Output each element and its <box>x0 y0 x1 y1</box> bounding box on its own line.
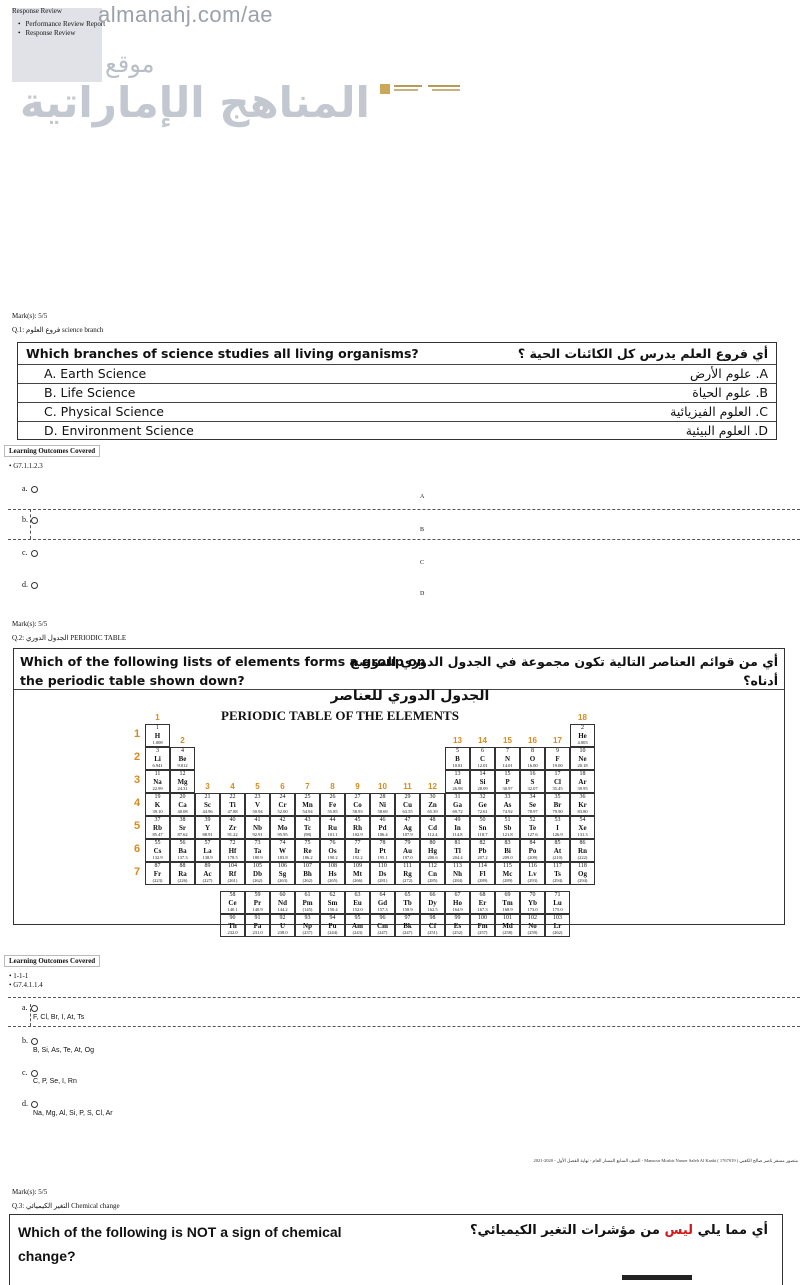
divider <box>8 539 800 540</box>
q3-negation-word: ليس <box>664 1223 694 1238</box>
element-mt: 109 Mt (266) <box>345 862 370 885</box>
element-bk: 97 Bk (247) <box>395 914 420 937</box>
element-po: 84 Po (209) <box>520 839 545 862</box>
q1-marks: Mark(s): 5/5 <box>12 312 48 320</box>
period-label-2: 2 <box>134 751 141 763</box>
element-sn: 50 Sn 118.7 <box>470 816 495 839</box>
element-np: 93 Np (237) <box>295 914 320 937</box>
group-label-12: 12 <box>428 782 437 791</box>
element-db: 105 Db (262) <box>245 862 270 885</box>
element-ds: 110 Ds (281) <box>370 862 395 885</box>
element-ru: 44 Ru 101.1 <box>320 816 345 839</box>
periodic-table-title-en: PERIODIC TABLE OF THE ELEMENTS <box>221 708 459 723</box>
element-dy: 66 Dy 162.5 <box>420 891 445 914</box>
element-ta: 73 Ta 180.9 <box>245 839 270 862</box>
q1-choice-a: A. Earth Science A. علوم الأرض <box>44 366 768 381</box>
element-o: 8 O 16.00 <box>520 747 545 770</box>
element-bh: 107 Bh (262) <box>295 862 320 885</box>
divider <box>8 509 800 510</box>
element-c: 6 C 12.01 <box>470 747 495 770</box>
element-mo: 42 Mo 95.95 <box>270 816 295 839</box>
q3-marks: Mark(s): 5/5 <box>12 1188 48 1196</box>
page-heading: Response Review <box>12 7 62 15</box>
element-lu: 71 Lu 175.0 <box>545 891 570 914</box>
radio-icon[interactable] <box>31 550 38 557</box>
element-h: 1 H 1.008 <box>145 724 170 747</box>
divider <box>8 997 800 998</box>
watermark-url: almanahj.com/ae <box>98 2 274 27</box>
element-pr: 59 Pr 140.9 <box>245 891 270 914</box>
q1-choice-c: C. Physical Science C. العلوم الفيزيائية <box>44 404 768 419</box>
element-ne: 10 Ne 20.18 <box>570 747 595 770</box>
element-ba: 56 Ba 137.3 <box>170 839 195 862</box>
element-eu: 63 Eu 152.0 <box>345 891 370 914</box>
element-br: 35 Br 79.90 <box>545 793 570 816</box>
element-yb: 70 Yb 173.0 <box>520 891 545 914</box>
q2-question-en: Which of the following lists of elements forms a group on the periodic table shown down? <box>20 654 426 688</box>
q3-question-en: Which of the following is NOT a sign of chemical change? <box>18 1224 342 1264</box>
element-rg: 111 Rg (272) <box>395 862 420 885</box>
element-pu: 94 Pu (244) <box>320 914 345 937</box>
period-label-1: 1 <box>134 728 141 740</box>
radio-icon[interactable] <box>31 1101 38 1108</box>
element-cu: 29 Cu 63.55 <box>395 793 420 816</box>
element-lv: 116 Lv (293) <box>520 862 545 885</box>
image-fragment <box>622 1275 692 1280</box>
element-rb: 37 Rb 85.47 <box>145 816 170 839</box>
q1-option-b[interactable]: b. <box>22 515 38 524</box>
element-zn: 30 Zn 65.39 <box>420 793 445 816</box>
q2-lo-item-2: • G7.4.1.1.4 <box>9 981 43 989</box>
link-performance-report[interactable]: • Performance Review Report <box>18 20 105 29</box>
page-footer: الصف السابع المسار العام - نهاية الفصل الأول - 2020-2021 - Mansour Mosbir Nasser Saleh Al Kaabi ( 1767019 ) منصور مسفر ناصر صالح الكعبي <box>533 1158 798 1163</box>
element-rf: 104 Rf (261) <box>220 862 245 885</box>
radio-icon[interactable] <box>31 1038 38 1045</box>
element-ti: 22 Ti 47.88 <box>220 793 245 816</box>
element-fm: 100 Fm (257) <box>470 914 495 937</box>
q1-learning-outcomes-title: Learning Outcomes Covered <box>4 445 100 457</box>
element-tc: 43 Tc (98) <box>295 816 320 839</box>
q2-option-b[interactable]: b. <box>22 1036 38 1045</box>
element-xe: 54 Xe 131.3 <box>570 816 595 839</box>
group-label-16: 16 <box>528 736 537 745</box>
group-label-14: 14 <box>478 736 487 745</box>
q2-option-d-value: Na, Mg, Al, Si, P, S, Cl, Ar <box>33 1110 113 1117</box>
group-label-18: 18 <box>578 713 587 722</box>
group-label-15: 15 <box>503 736 512 745</box>
group-label-2: 2 <box>180 736 185 745</box>
element-s: 16 S 32.07 <box>520 770 545 793</box>
group-label-3: 3 <box>205 782 210 791</box>
group-label-1: 1 <box>155 713 160 722</box>
q2-option-b-value: B, Si, As, Te, At, Og <box>33 1047 94 1054</box>
header-links <box>18 20 105 38</box>
element-ce: 58 Ce 140.1 <box>220 891 245 914</box>
element-n: 7 N 14.01 <box>495 747 520 770</box>
element-kr: 36 Kr 83.80 <box>570 793 595 816</box>
element-tb: 65 Tb 158.9 <box>395 891 420 914</box>
element-os: 76 Os 190.2 <box>320 839 345 862</box>
element-p: 15 P 30.97 <box>495 770 520 793</box>
element-si: 14 Si 28.09 <box>470 770 495 793</box>
element-rh: 45 Rh 102.9 <box>345 816 370 839</box>
radio-icon[interactable] <box>31 1070 38 1077</box>
element-te: 52 Te 127.6 <box>520 816 545 839</box>
element-ts: 117 Ts (294) <box>545 862 570 885</box>
element-na: 11 Na 22.99 <box>145 770 170 793</box>
radio-icon[interactable] <box>31 486 38 493</box>
radio-icon[interactable] <box>31 517 38 524</box>
group-label-13: 13 <box>453 736 462 745</box>
element-nb: 41 Nb 92.91 <box>245 816 270 839</box>
q2-lo-item-1: • 1-1-1 <box>9 972 29 980</box>
group-label-8: 8 <box>330 782 335 791</box>
element-hf: 72 Hf 178.5 <box>220 839 245 862</box>
group-label-9: 9 <box>355 782 360 791</box>
element-sm: 62 Sm 150.4 <box>320 891 345 914</box>
element-mn: 25 Mn 54.94 <box>295 793 320 816</box>
element-i: 53 I 126.9 <box>545 816 570 839</box>
period-label-6: 6 <box>134 843 141 855</box>
element-th: 90 Th 232.0 <box>220 914 245 937</box>
element-li: 3 Li 6.941 <box>145 747 170 770</box>
q1-choice-b: B. Life Science B. علوم الحياة <box>44 385 768 400</box>
period-label-3: 3 <box>134 774 141 786</box>
element-md: 101 Md (258) <box>495 914 520 937</box>
element-at: 85 At (210) <box>545 839 570 862</box>
radio-icon[interactable] <box>31 582 38 589</box>
group-label-6: 6 <box>280 782 285 791</box>
q1-question-box <box>17 342 777 440</box>
element-no: 102 No (259) <box>520 914 545 937</box>
element-cr: 24 Cr 52.00 <box>270 793 295 816</box>
element-la: 57 La 138.9 <box>195 839 220 862</box>
group-label-10: 10 <box>378 782 387 791</box>
element-sg: 106 Sg (263) <box>270 862 295 885</box>
element-cm: 96 Cm (247) <box>370 914 395 937</box>
element-cf: 98 Cf (251) <box>420 914 445 937</box>
element-ac: 89 Ac (227) <box>195 862 220 885</box>
element-ra: 88 Ra (226) <box>170 862 195 885</box>
q1-choice-d: D. Environment Science D. العلوم البيئية <box>44 423 768 438</box>
element-rn: 86 Rn (222) <box>570 839 595 862</box>
element-y: 39 Y 88.91 <box>195 816 220 839</box>
element-al: 13 Al 26.98 <box>445 770 470 793</box>
element-hg: 80 Hg 200.6 <box>420 839 445 862</box>
element-lr: 103 Lr (262) <box>545 914 570 937</box>
element-fr: 87 Fr (223) <box>145 862 170 885</box>
q2-label: Q.2: الجدول الدوري PERIODIC TABLE <box>12 634 127 642</box>
element-cl: 17 Cl 35.45 <box>545 770 570 793</box>
element-cn: 112 Cn (285) <box>420 862 445 885</box>
group-label-5: 5 <box>255 782 260 791</box>
element-ga: 31 Ga 69.72 <box>445 793 470 816</box>
watermark-ar-big: المناهج الإماراتية <box>20 78 370 127</box>
q1-lo-item: • G7.1.1.2.3 <box>9 462 43 470</box>
group-label-17: 17 <box>553 736 562 745</box>
q1-option-c-value: C <box>420 560 425 566</box>
period-label-4: 4 <box>134 797 141 809</box>
element-pm: 61 Pm (145) <box>295 891 320 914</box>
element-og: 118 Og (294) <box>570 862 595 885</box>
divider <box>8 1026 800 1027</box>
periodic-table-title-ar: الجدول الدوري للعناصر <box>330 688 490 704</box>
element-v: 23 V 50.94 <box>245 793 270 816</box>
element-au: 79 Au 197.0 <box>395 839 420 862</box>
element-zr: 40 Zr 91.22 <box>220 816 245 839</box>
element-pt: 78 Pt 195.1 <box>370 839 395 862</box>
element-re: 75 Re 186.2 <box>295 839 320 862</box>
element-nh: 113 Nh (284) <box>445 862 470 885</box>
divider <box>30 509 31 539</box>
element-sr: 38 Sr 87.62 <box>170 816 195 839</box>
q1-option-c[interactable]: c. <box>22 548 38 557</box>
element-sb: 51 Sb 121.8 <box>495 816 520 839</box>
element-gd: 64 Gd 157.3 <box>370 891 395 914</box>
period-label-7: 7 <box>134 866 141 878</box>
element-er: 68 Er 167.3 <box>470 891 495 914</box>
element-cd: 48 Cd 112.4 <box>420 816 445 839</box>
element-ni: 28 Ni 58.69 <box>370 793 395 816</box>
element-u: 92 U 238.0 <box>270 914 295 937</box>
q2-option-d[interactable]: d. <box>22 1099 38 1108</box>
element-pa: 91 Pa 231.0 <box>245 914 270 937</box>
ministry-crest-icon <box>380 82 465 96</box>
element-ar: 18 Ar 39.95 <box>570 770 595 793</box>
element-fe: 26 Fe 55.85 <box>320 793 345 816</box>
q1-question-ar: أي فروع العلم يدرس كل الكائنات الحية ؟ <box>517 346 768 361</box>
element-bi: 83 Bi 209.0 <box>495 839 520 862</box>
q2-option-c[interactable]: c. <box>22 1068 38 1077</box>
element-b: 5 B 10.81 <box>445 747 470 770</box>
divider <box>30 1004 31 1026</box>
element-nd: 60 Nd 144.2 <box>270 891 295 914</box>
element-sc: 21 Sc 44.96 <box>195 793 220 816</box>
element-w: 74 W 183.8 <box>270 839 295 862</box>
watermark-ar-small: موقع <box>105 50 155 78</box>
element-ge: 32 Ge 72.61 <box>470 793 495 816</box>
element-mc: 115 Mc (289) <box>495 862 520 885</box>
element-ho: 67 Ho 164.9 <box>445 891 470 914</box>
q1-option-d-value: D <box>420 591 425 597</box>
element-fl: 114 Fl (289) <box>470 862 495 885</box>
element-be: 4 Be 9.012 <box>170 747 195 770</box>
q2-question-ar: أي من قوائم العناصر التالية تكون مجموعة في الجدول الدوري الموضح أدناه؟ <box>350 654 778 688</box>
element-am: 95 Am (243) <box>345 914 370 937</box>
group-label-11: 11 <box>403 782 412 791</box>
group-label-7: 7 <box>305 782 310 791</box>
q3-question-ar: أي مما يلي ليس من مؤشرات التغير الكيميائي؟ <box>469 1223 768 1238</box>
q2-option-a-value: F, Cl, Br, I, At, Ts <box>33 1014 85 1021</box>
element-ir: 77 Ir 192.2 <box>345 839 370 862</box>
element-se: 34 Se 78.97 <box>520 793 545 816</box>
q2-option-c-value: C, P, Se, I, Rn <box>33 1078 77 1085</box>
q1-label: Q.1: فروع العلوم science branch <box>12 326 104 334</box>
element-mg: 12 Mg 24.31 <box>170 770 195 793</box>
q1-option-a[interactable]: a. <box>22 484 38 493</box>
element-cs: 55 Cs 132.9 <box>145 839 170 862</box>
element-ca: 20 Ca 40.08 <box>170 793 195 816</box>
element-es: 99 Es (252) <box>445 914 470 937</box>
q1-option-a-value: A <box>420 494 425 500</box>
element-ag: 47 Ag 107.9 <box>395 816 420 839</box>
q2-option-a[interactable]: a. <box>22 1003 38 1012</box>
q1-option-b-value: B <box>420 527 425 533</box>
element-pd: 46 Pd 106.4 <box>370 816 395 839</box>
element-in: 49 In 114.8 <box>445 816 470 839</box>
period-label-5: 5 <box>134 820 141 832</box>
element-tm: 69 Tm 168.9 <box>495 891 520 914</box>
element-he: 2 He 4.003 <box>570 724 595 747</box>
element-k: 19 K 39.10 <box>145 793 170 816</box>
element-pb: 82 Pb 207.2 <box>470 839 495 862</box>
q2-learning-outcomes-title: Learning Outcomes Covered <box>4 955 100 967</box>
radio-icon[interactable] <box>31 1005 38 1012</box>
element-hs: 108 Hs (265) <box>320 862 345 885</box>
link-response-review[interactable]: • Response Review <box>18 29 105 38</box>
q1-option-d[interactable]: d. <box>22 580 38 589</box>
q3-label: Q.3: التغير الكيميائي Chemical change <box>12 1202 120 1210</box>
q1-question-en: Which branches of science studies all living organisms? <box>26 346 419 361</box>
element-f: 9 F 19.00 <box>545 747 570 770</box>
element-co: 27 Co 58.93 <box>345 793 370 816</box>
element-as: 33 As 74.92 <box>495 793 520 816</box>
element-tl: 81 Tl 204.4 <box>445 839 470 862</box>
q1-question-row <box>18 346 776 364</box>
group-label-4: 4 <box>230 782 235 791</box>
q2-marks: Mark(s): 5/5 <box>12 620 48 628</box>
